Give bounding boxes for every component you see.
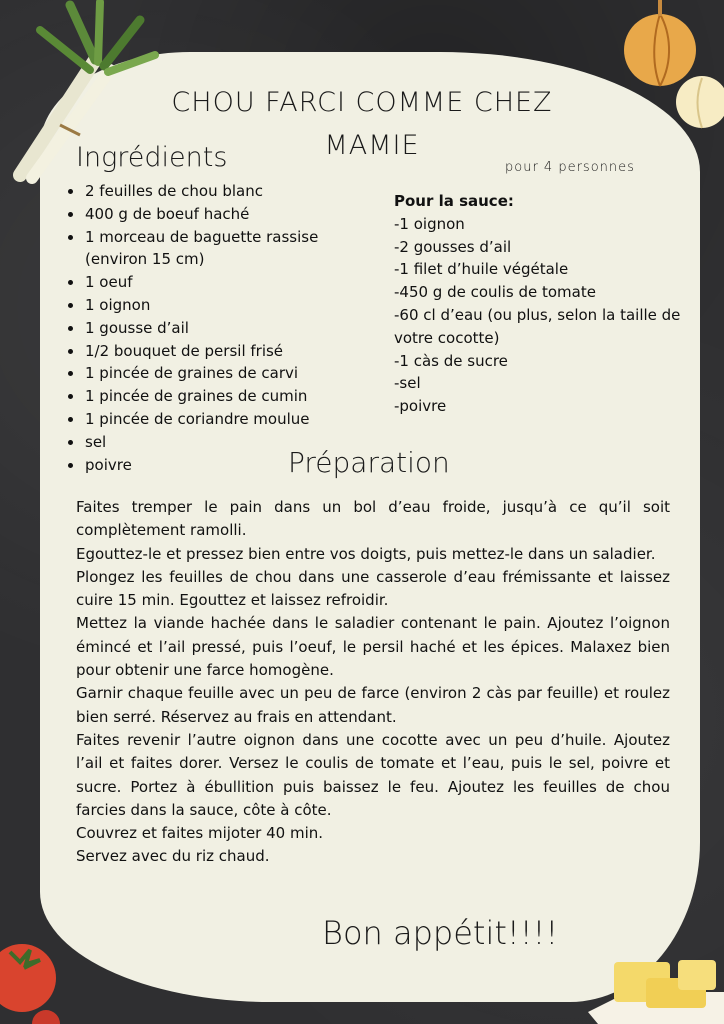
recipe-title-line1: CHOU FARCI COMME CHEZ bbox=[171, 87, 553, 118]
butter-illustration bbox=[588, 952, 724, 1024]
sauce-item: -1 filet d’huile végétale bbox=[394, 260, 569, 279]
recipe-title-line2: MAMIE bbox=[324, 130, 420, 161]
sauce-section bbox=[394, 190, 694, 418]
ingredient-item: • 1 morceau de baguette rassise (environ 15 cm) bbox=[84, 226, 354, 272]
sauce-item: -2 gousses d’ail bbox=[394, 237, 512, 256]
ingredient-item: • 1/2 bouquet de persil frisé bbox=[84, 340, 354, 363]
preparation-step: Plongez les feuilles de chou dans une casserole d’eau frémissante et laissez cuire 15 min. Egouttez et laissez refroidir. bbox=[76, 567, 670, 610]
ingredient-item: • 2 feuilles de chou blanc bbox=[84, 180, 354, 203]
preparation-step: Servez avec du riz chaud. bbox=[76, 847, 270, 866]
ingredient-item: • 400 g de boeuf haché bbox=[84, 203, 354, 226]
ingredient-item: • sel bbox=[84, 431, 354, 454]
sauce-item: -450 g de coulis de tomate bbox=[394, 283, 596, 302]
preparation-step: Mettez la viande hachée dans le saladier contenant le pain. Ajoutez l’oignon émincé et l’ail pressé, puis l’oeuf, le persil haché et les épices. Malaxez bien pour obtenir une farce homogène. bbox=[76, 614, 670, 680]
ingredient-item: • 1 oignon bbox=[84, 294, 354, 317]
ingredient-item: • poivre bbox=[84, 454, 354, 477]
tomato-illustration bbox=[0, 938, 70, 1024]
preparation-step: Faites revenir l’autre oignon dans une cocotte avec un peu d’huile. Ajoutez l’ail et faites dorer. Versez le coulis de tomate et l’eau, puis le sel, poivre et sucre. Portez à ébullition puis baissez le feu. Ajoutez les feuilles de chou farcies dans la sauce, côte à côte. bbox=[76, 730, 670, 819]
ingredients-list bbox=[64, 180, 354, 476]
ingredient-item: • 1 pincée de coriandre moulue bbox=[84, 408, 354, 431]
preparation-steps bbox=[76, 496, 670, 869]
onion-illustration bbox=[610, 0, 724, 140]
closing-text: Bon appétit!!!! bbox=[322, 914, 559, 952]
preparation-step: Faites tremper le pain dans un bol d’eau froide, jusqu’à ce qu’il soit complètement ramolli. bbox=[76, 498, 670, 540]
sauce-item: -60 cl d’eau (ou plus, selon la taille de votre cocotte) bbox=[394, 305, 681, 347]
ingredients-heading: Ingrédients bbox=[76, 142, 228, 173]
preparation-step: Garnir chaque feuille avec un peu de farce (environ 2 càs par feuille) et roulez bien serré. Réservez au frais en attendant. bbox=[76, 684, 670, 726]
sauce-item: -1 càs de sucre bbox=[394, 351, 508, 370]
ingredient-item: • 1 gousse d’ail bbox=[84, 317, 354, 340]
preparation-step: Egouttez-le et pressez bien entre vos doigts, puis mettez-le dans un saladier. bbox=[76, 544, 656, 563]
sauce-item: -poivre bbox=[394, 397, 447, 416]
sauce-item: -1 oignon bbox=[394, 214, 465, 233]
preparation-heading: Préparation bbox=[288, 446, 450, 479]
servings-note: pour 4 personnes bbox=[505, 160, 635, 175]
preparation-step: Couvrez et faites mijoter 40 min. bbox=[76, 824, 324, 843]
sauce-item: -sel bbox=[394, 374, 421, 393]
ingredient-item: • 1 oeuf bbox=[84, 271, 354, 294]
sauce-heading: Pour la sauce: bbox=[394, 192, 514, 210]
ingredient-item: • 1 pincée de graines de cumin bbox=[84, 385, 354, 408]
ingredient-item: • 1 pincée de graines de carvi bbox=[84, 362, 354, 385]
